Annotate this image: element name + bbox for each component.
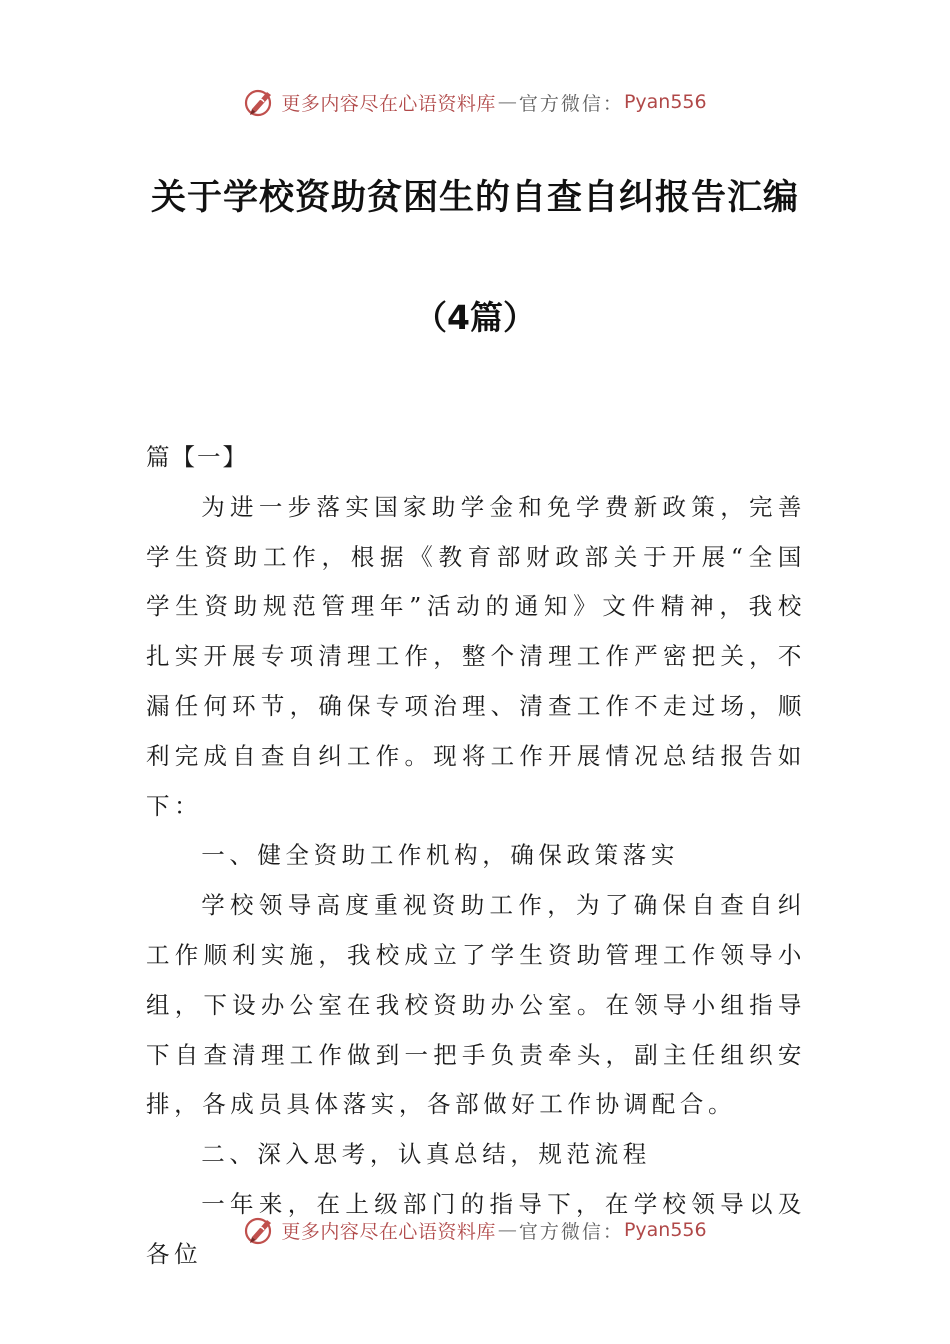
watermark-brand: 更多内容尽在心语资料库 — [281, 92, 496, 115]
watermark-wechat-label: 官方微信： — [518, 1220, 624, 1243]
section-label: 篇【一】 — [146, 443, 248, 471]
document-subtitle: （4篇） — [414, 298, 536, 337]
watermark-wechat-id: Pyan556 — [623, 1219, 707, 1241]
watermark-dash: — — [497, 1219, 517, 1241]
body-paragraph: 为进一步落实国家助学金和免学费新政策，完善学生资助工作，根据《教育部财政部关于开展“全国学生资助规范管理年”活动的通知》文件精神，我校扎实开展专项清理工作，整个清理工作严密把关，不漏任何环节，确保专项治理、清查工作不走过场，顺利完成自查自纠工作。现将工作开展情况总结报告如下： — [146, 492, 806, 820]
footer-watermark — [0, 1210, 950, 1250]
watermark-brand: 更多内容尽在心语资料库 — [281, 1220, 496, 1243]
section-heading: 二、深入思考，认真总结，规范流程 — [201, 1140, 651, 1169]
watermark-wechat-id: Pyan556 — [623, 91, 707, 113]
body-paragraph: 一年来，在上级部门的指导下，在学校领导以及各位 — [146, 1189, 806, 1268]
pen-logo-icon — [243, 85, 277, 119]
document-title: 关于学校资助贫困生的自查自纠报告汇编 — [150, 178, 799, 218]
pen-logo-icon — [243, 1213, 277, 1247]
body-paragraph: 学校领导高度重视资助工作，为了确保自查自纠工作顺利实施，我校成立了学生资助管理工作领导小组，下设办公室在我校资助办公室。在领导小组指导下自查清理工作做到一把手负责牵头，副主任组织安排，各成员具体落实，各部做好工作协调配合。 — [146, 891, 806, 1119]
section-heading: 一、健全资助工作机构，确保政策落实 — [201, 841, 679, 870]
document-body — [146, 433, 806, 1280]
header-watermark — [0, 82, 950, 122]
watermark-dash: — — [497, 91, 517, 113]
watermark-wechat-label: 官方微信： — [518, 92, 624, 115]
